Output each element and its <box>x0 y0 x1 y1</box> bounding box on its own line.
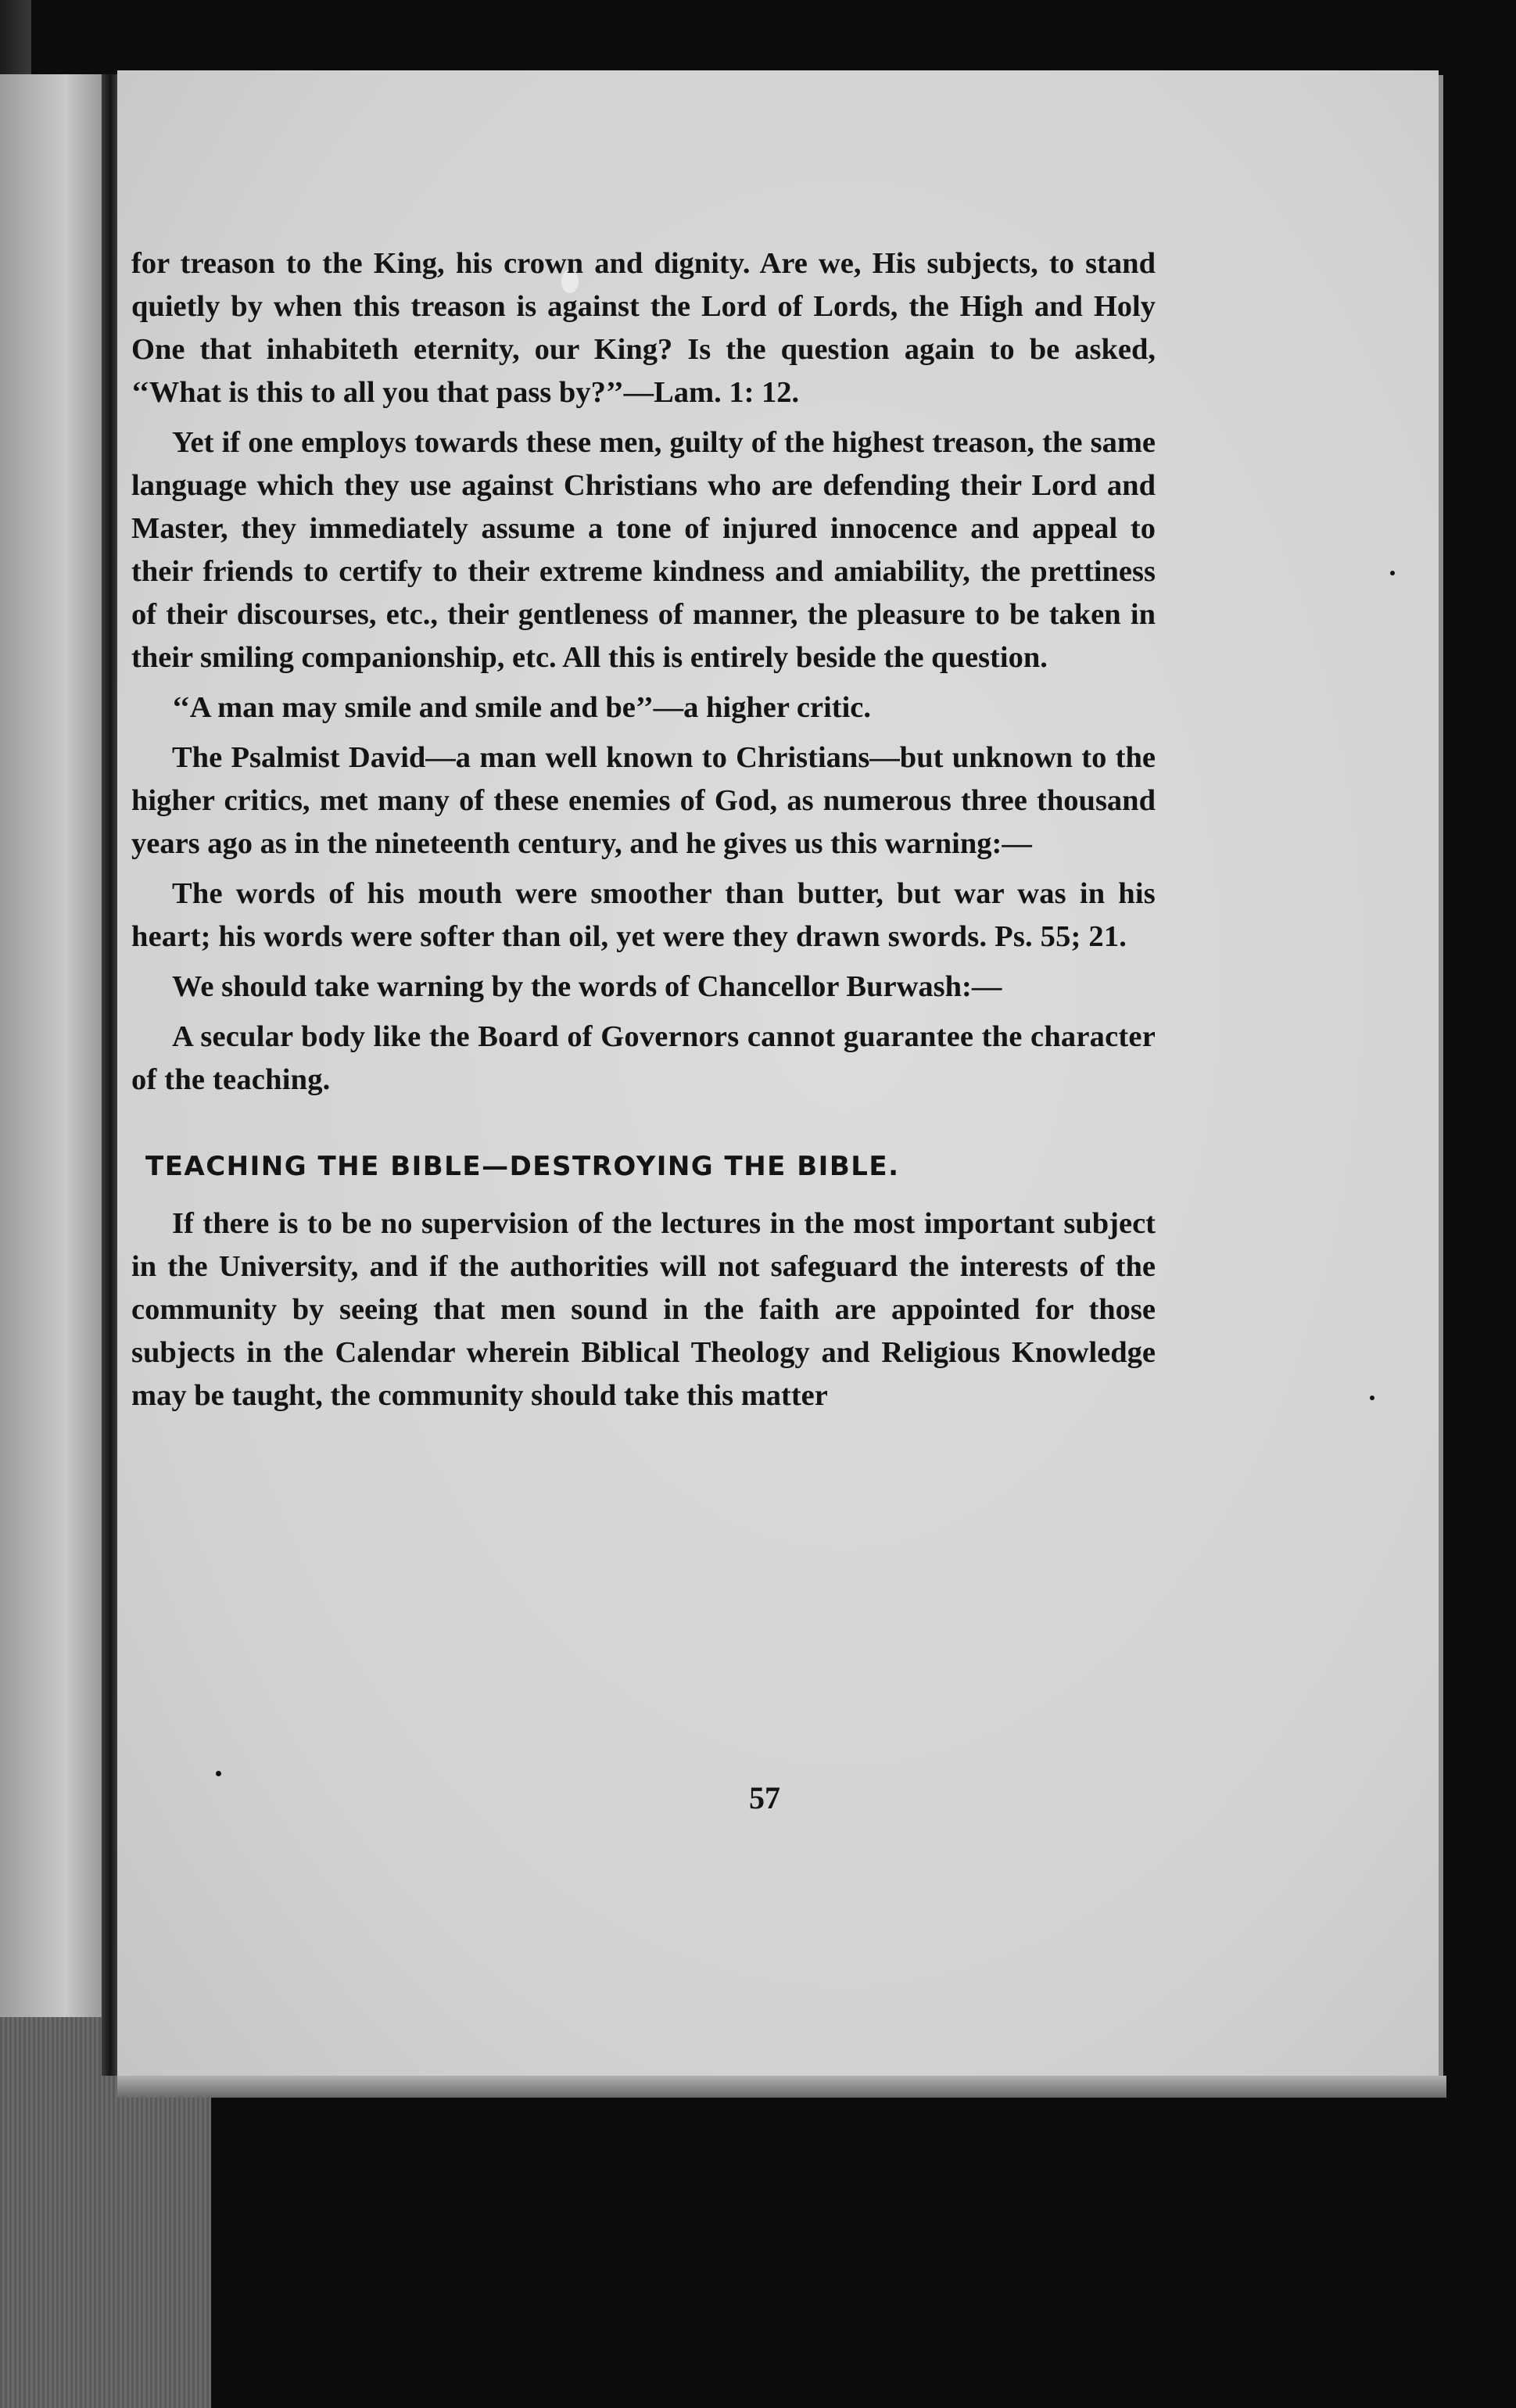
book-gutter <box>102 74 119 2076</box>
paragraph: Yet if one employs towards these men, guilty of the highest treason, the same language which they use against Christians who are defending their Lord and Master, they immediately assume a tone of injured innocence and appeal to their friends to certify to their extreme kindness and amiability, the prettiness of their discourses, etc., their gentleness of manner, the pleasure to be taken in their smiling companionship, etc. All this is entirely beside the question. <box>131 426 1156 674</box>
page-number: 57 <box>749 1780 780 1815</box>
paragraph: The Psalmist David—a man well known to Christians—but unknown to the higher critics, met many of these enemies of God, as numerous three thousand years ago as in the nineteenth century, and he gives us this warning:— <box>131 741 1156 860</box>
burwash-quote: A secular body like the Board of Governors cannot guarantee the character of the teaching. <box>131 1020 1156 1096</box>
paragraph: for treason to the King, his crown and dignity. Are we, His subjects, to stand quietly by when this treason is against the Lord of Lords, the High and Holy One that inhabiteth eternity, our King? Is the question again to be asked, ‘‘What is this to all you that pass by?’’—Lam. 1: 12. <box>131 247 1156 409</box>
paragraph: We should take warning by the words of Chancellor Burwash:— <box>172 970 1002 1003</box>
page-bottom-edge <box>117 2076 1446 2098</box>
ink-speck <box>1370 1396 1374 1400</box>
page-text <box>131 242 1156 1424</box>
ink-speck <box>216 1771 221 1776</box>
paragraph: If there is to be no supervision of the lectures in the most important subject in the University, and if the authorities will not safeguard the interests of the community by seeing that men sound in the faith are appointed for those subjects in the Calendar wherein Biblical Theology and Religious Knowledge may be taught, the community should take this matter <box>131 1207 1156 1412</box>
scripture-quote: The words of his mouth were smoother than butter, but war was in his heart; his words were softer than oil, yet were they drawn swords. Ps. 55; 21. <box>131 877 1156 953</box>
facing-page-edge <box>0 74 109 2091</box>
paragraph: ‘‘A man may smile and smile and be’’—a higher critic. <box>172 691 871 724</box>
ink-speck <box>1390 571 1395 575</box>
section-heading: TEACHING THE BIBLE—DESTROYING THE BIBLE. <box>145 1151 900 1182</box>
